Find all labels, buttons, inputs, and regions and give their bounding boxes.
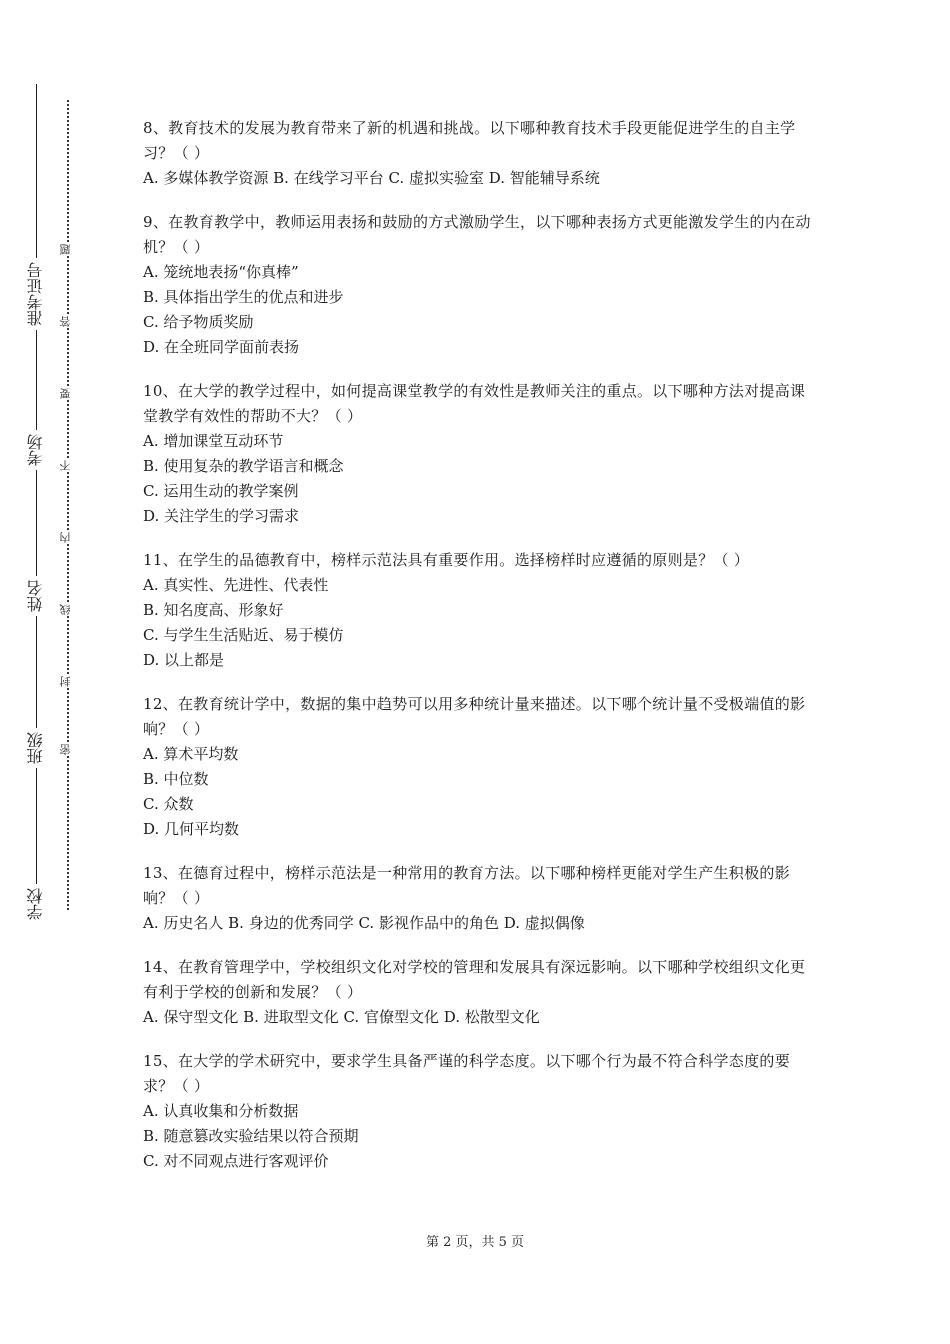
question-14 [143, 955, 813, 1030]
question-12 [143, 692, 813, 842]
question-title: 8、教育技术的发展为教育带来了新的机遇和挑战。以下哪种教育技术手段更能促进学生的自主学习？（ ） [143, 119, 796, 162]
options-line: A. 多媒体教学资源 B. 在线学习平台 C. 虚拟实验室 D. 智能辅导系统 [143, 169, 600, 187]
seal-char: 密 [59, 744, 75, 755]
label-name: 姓名 [24, 576, 48, 616]
seal-char: 要 [59, 388, 75, 399]
option: C. 运用生动的教学案例 [143, 482, 299, 500]
label-exam-number: 准考证号 [24, 258, 48, 330]
question-title: 12、在教育统计学中，数据的集中趋势可以用多种统计量来描述。以下哪个统计量不受极端值的影响？（ ） [143, 695, 806, 738]
question-8 [143, 116, 813, 191]
option: C. 与学生生活贴近、易于模仿 [143, 626, 344, 644]
option: C. 给予物质奖励 [143, 313, 254, 331]
options-line: A. 保守型文化 B. 进取型文化 C. 官僚型文化 D. 松散型文化 [143, 1008, 540, 1026]
option: A. 算术平均数 [143, 745, 239, 763]
seal-char: 答 [59, 316, 75, 327]
option: A. 增加课堂互动环节 [143, 432, 284, 450]
binding-margin [0, 0, 90, 1344]
question-title: 11、在学生的品德教育中，榜样示范法具有重要作用。选择榜样时应遵循的原则是？（ ） [143, 551, 750, 569]
binding-solid-line [36, 84, 37, 910]
option: C. 众数 [143, 795, 194, 813]
option: A. 真实性、先进性、代表性 [143, 576, 329, 594]
option: D. 关注学生的学习需求 [143, 507, 300, 525]
question-title: 13、在德育过程中，榜样示范法是一种常用的教育方法。以下哪种榜样更能对学生产生积极的影响？（ ） [143, 864, 790, 907]
question-title: 14、在教育管理学中，学校组织文化对学校的管理和发展具有深远影响。以下哪种学校组织文化更有利于学校的创新和发展？（ ） [143, 958, 806, 1001]
options-line: A. 历史名人 B. 身边的优秀同学 C. 影视作品中的角色 D. 虚拟偶像 [143, 914, 585, 932]
question-15 [143, 1049, 813, 1174]
option: B. 使用复杂的教学语言和概念 [143, 457, 344, 475]
seal-char: 封 [59, 676, 75, 687]
option: C. 对不同观点进行客观评价 [143, 1152, 329, 1170]
page-footer: 第 2 页，共 5 页 [425, 1235, 525, 1250]
option: A. 笼统地表扬“你真棒” [143, 263, 299, 281]
binding-dotted-line [67, 100, 69, 910]
question-11 [143, 548, 813, 673]
label-class: 班级 [24, 728, 48, 768]
question-title: 15、在大学的学术研究中，要求学生具备严谨的科学态度。以下哪个行为最不符合科学态度的要求？（ ） [143, 1052, 790, 1095]
option: B. 中位数 [143, 770, 209, 788]
seal-char: 内 [59, 532, 75, 543]
question-title: 9、在教育教学中，教师运用表扬和鼓励的方式激励学生，以下哪种表扬方式更能激发学生的内在动机？（ ） [143, 213, 811, 256]
option: B. 具体指出学生的优点和进步 [143, 288, 344, 306]
option: A. 认真收集和分析数据 [143, 1102, 299, 1120]
seal-char: 不 [59, 460, 75, 471]
option: D. 几何平均数 [143, 820, 240, 838]
question-9 [143, 210, 813, 360]
label-exam-room: 考场 [24, 430, 48, 470]
option: B. 随意篡改实验结果以符合预期 [143, 1127, 359, 1145]
question-10 [143, 379, 813, 529]
option: D. 以上都是 [143, 651, 225, 669]
seal-char: 线 [59, 604, 75, 615]
seal-char: 题 [59, 244, 75, 255]
question-list [143, 116, 813, 1193]
question-13 [143, 861, 813, 936]
option: D. 在全班同学面前表扬 [143, 338, 300, 356]
label-school: 学校 [24, 884, 48, 924]
option: B. 知名度高、形象好 [143, 601, 284, 619]
question-title: 10、在大学的教学过程中，如何提高课堂教学的有效性是教师关注的重点。以下哪种方法对提高课堂教学有效性的帮助不大？（ ） [143, 382, 806, 425]
